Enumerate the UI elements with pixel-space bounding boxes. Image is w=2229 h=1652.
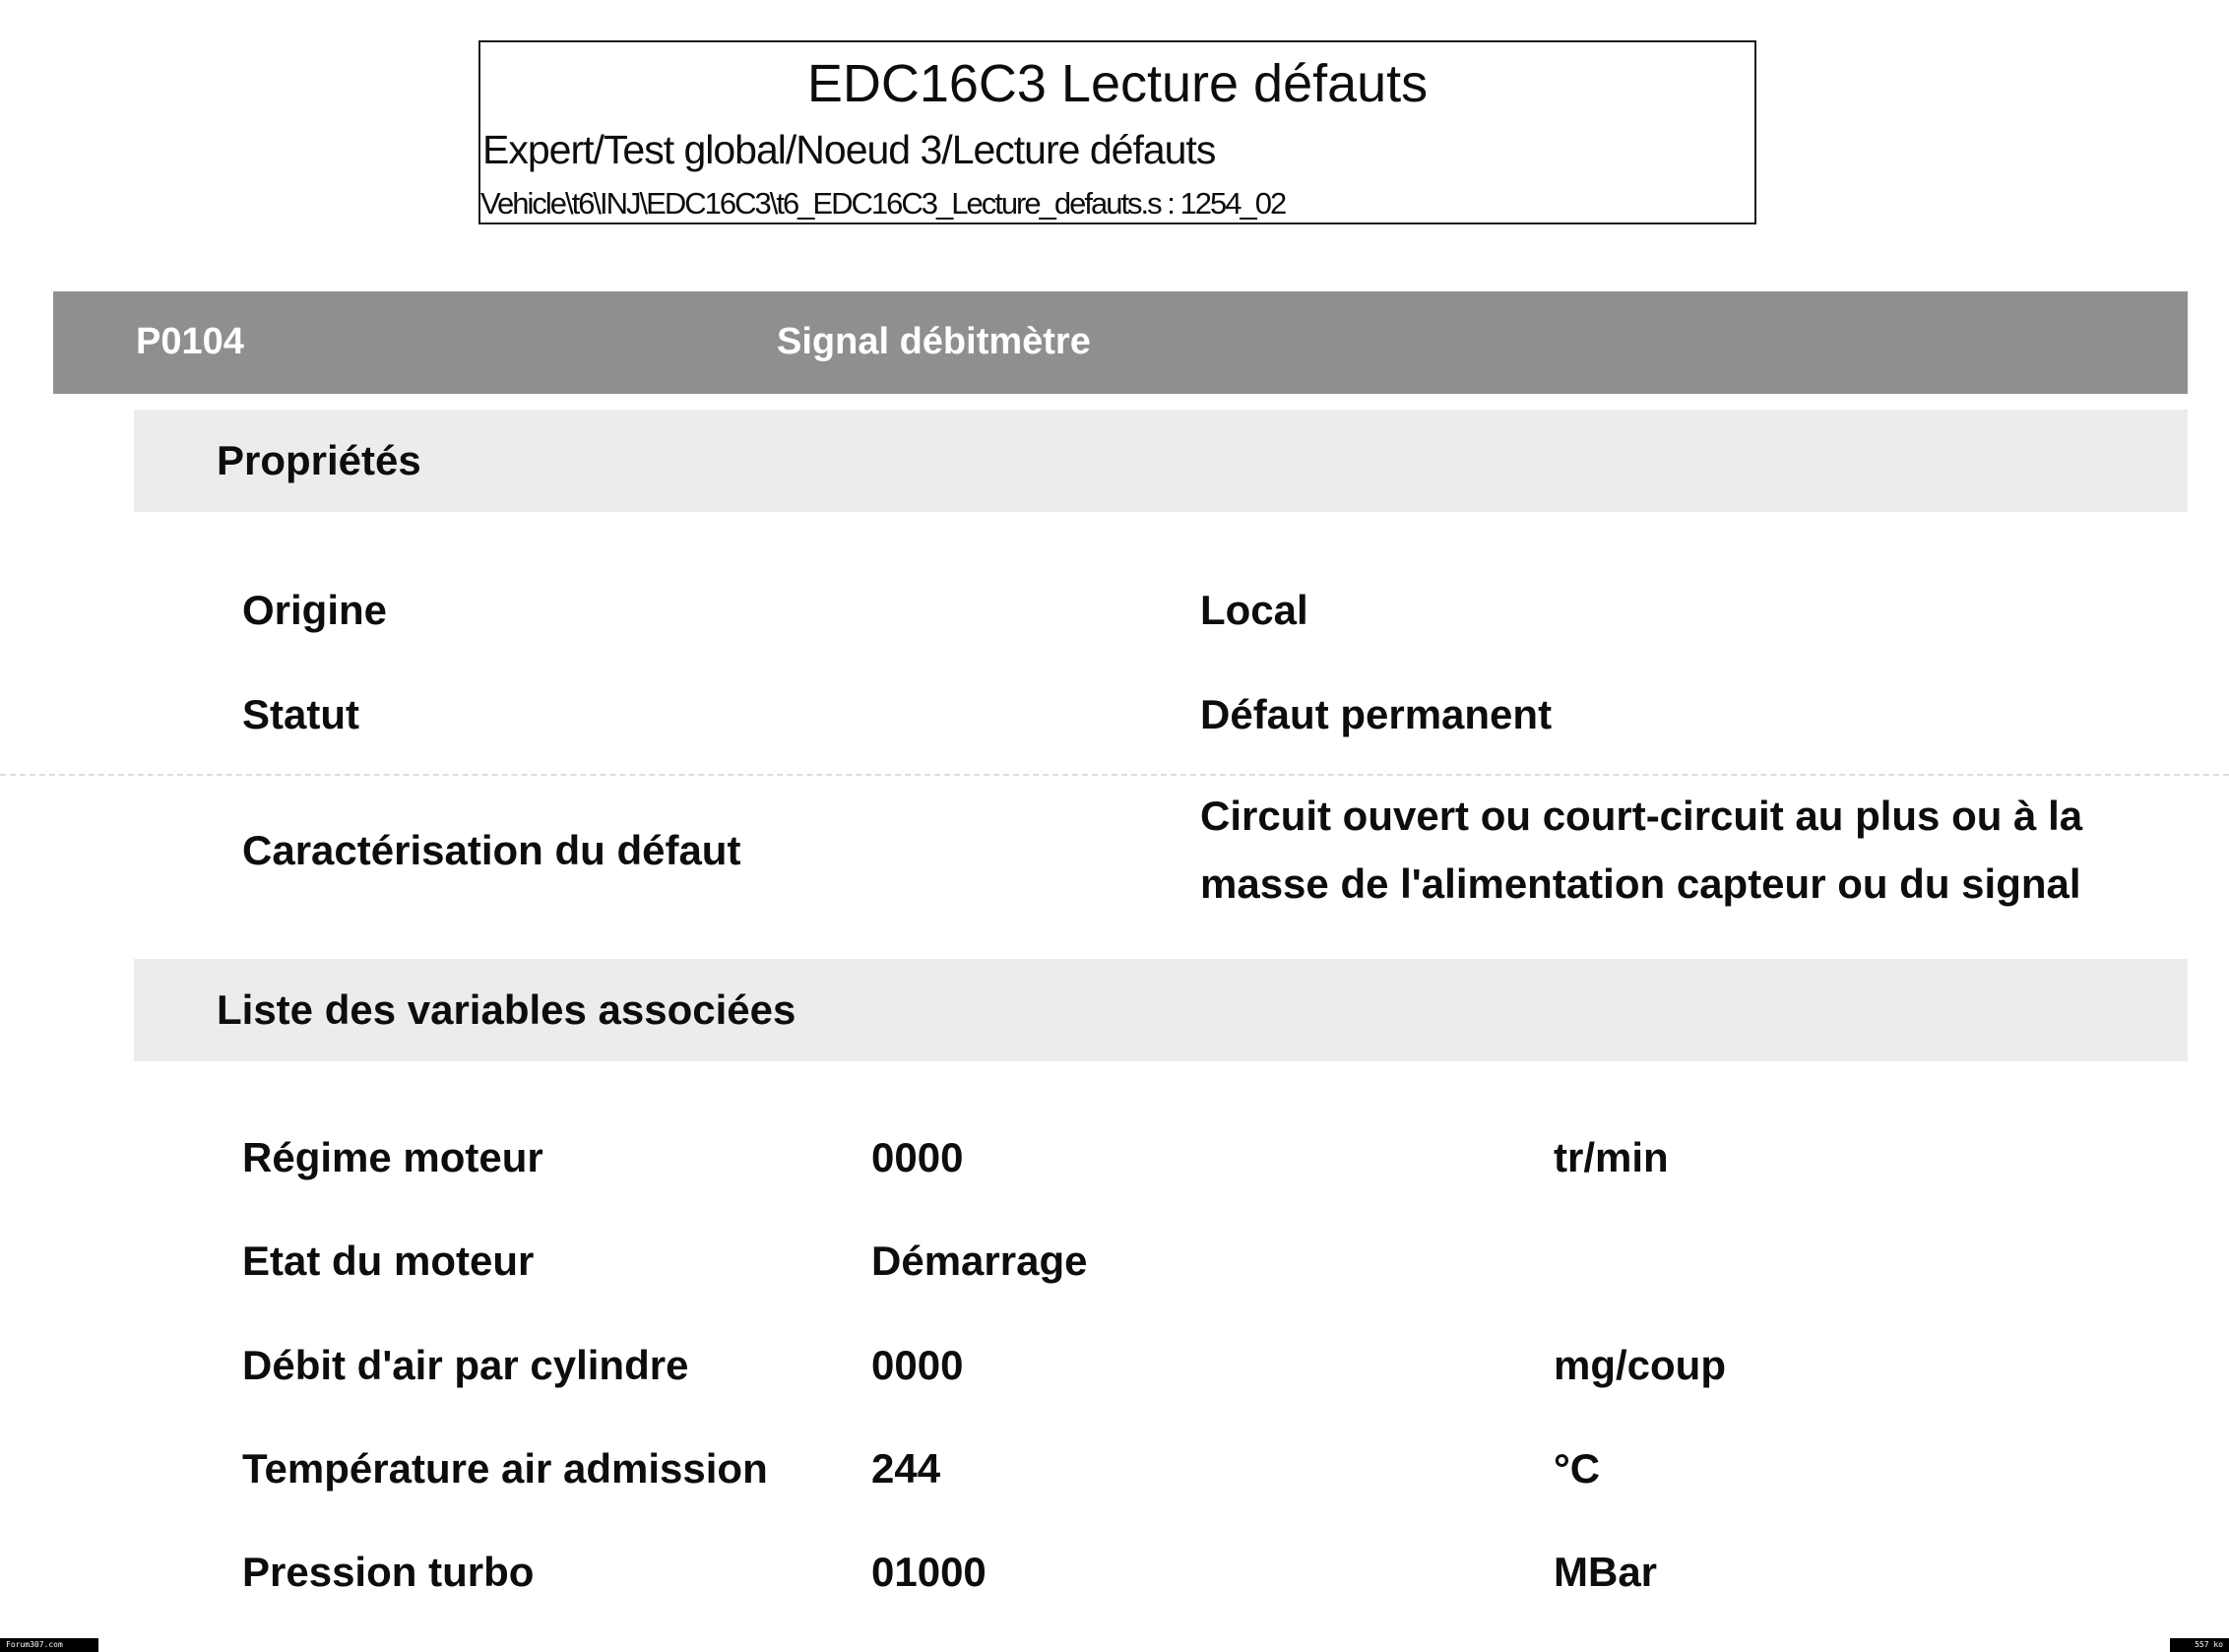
fault-label: Signal débitmètre: [777, 321, 1091, 362]
variables-section-title: Liste des variables associées: [217, 986, 796, 1033]
variable-label-engine-state: Etat du moteur: [242, 1238, 535, 1284]
document-title: EDC16C3 Lecture défauts: [806, 54, 1429, 113]
variable-value-turbo-pressure: 01000: [871, 1549, 987, 1595]
variable-unit-engine-speed: tr/min: [1554, 1134, 1669, 1180]
property-label-status: Statut: [242, 691, 359, 737]
script-file-path: Vehicle\t6\INJ\EDC16C3\t6_EDC16C3_Lecture_defauts.s : 1254_02: [480, 186, 1286, 221]
properties-section-header: [134, 410, 2188, 512]
watermark-right: 557 ko: [2170, 1638, 2229, 1652]
fault-code: P0104: [136, 321, 244, 362]
property-label-origin: Origine: [242, 587, 388, 633]
divider: [0, 774, 2229, 776]
property-value-characterization: Circuit ouvert ou court-circuit au plus ou à la masse de l'alimentation capteur ou du signal: [1200, 793, 2083, 907]
navigation-path: Expert/Test global/Noeud 3/Lecture défauts: [482, 127, 1216, 172]
variable-value-intake-temperature: 244: [871, 1445, 941, 1492]
variable-value-engine-speed: 0000: [871, 1134, 964, 1180]
variable-unit-air-flow: mg/coup: [1554, 1342, 1726, 1388]
variable-label-intake-temperature: Température air admission: [242, 1445, 768, 1492]
variable-label-air-flow: Débit d'air par cylindre: [242, 1342, 689, 1388]
properties-section-title: Propriétés: [217, 437, 421, 483]
variable-label-turbo-pressure: Pression turbo: [242, 1549, 535, 1595]
variable-unit-turbo-pressure: MBar: [1554, 1549, 1658, 1595]
variable-label-engine-speed: Régime moteur: [242, 1134, 543, 1180]
property-label-characterization: Caractérisation du défaut: [242, 827, 741, 873]
variable-value-engine-state: Démarrage: [871, 1238, 1088, 1284]
watermark-left: Forum307.com: [0, 1638, 98, 1652]
variable-value-air-flow: 0000: [871, 1342, 964, 1388]
property-value-status: Défaut permanent: [1200, 691, 1553, 737]
property-value-origin: Local: [1200, 587, 1308, 633]
fault-header-bar: [53, 291, 2188, 394]
variable-unit-intake-temperature: °C: [1554, 1445, 1601, 1492]
variables-section-header: [134, 959, 2188, 1061]
document-header: [478, 40, 1756, 224]
